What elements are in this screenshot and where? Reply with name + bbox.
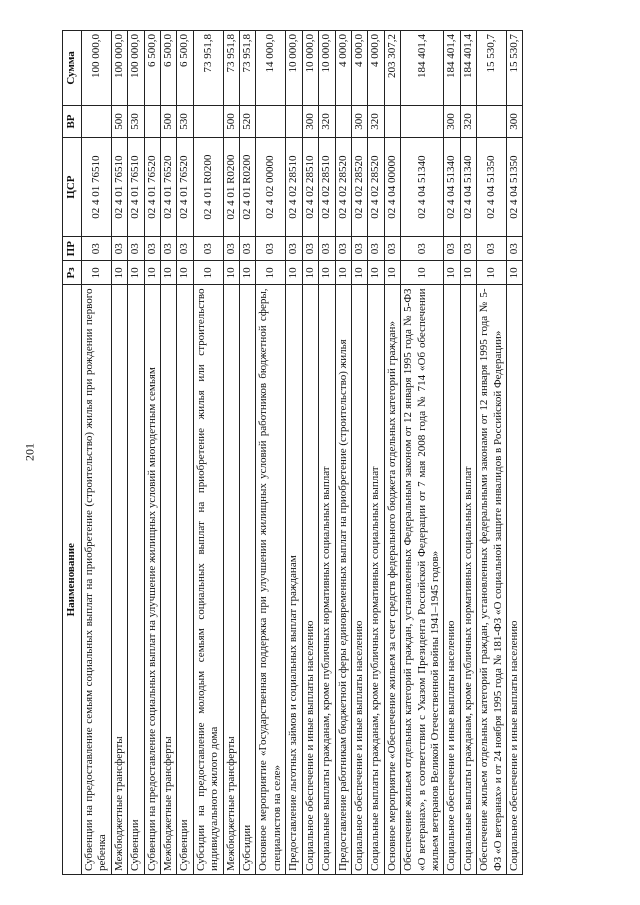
table-row — [444, 31, 460, 875]
row-pr: 03 — [193, 237, 223, 261]
table-row — [319, 31, 335, 875]
row-sum: 100 000,0 — [111, 31, 127, 106]
table-row — [128, 31, 144, 875]
row-vr: 500 — [223, 105, 239, 137]
row-pr: 03 — [128, 237, 144, 261]
row-pr: 03 — [256, 237, 286, 261]
row-rz: 10 — [177, 261, 193, 285]
row-sum: 4 000,0 — [351, 31, 367, 106]
row-sum: 73 951,8 — [193, 31, 223, 106]
row-sum: 73 951,8 — [223, 31, 239, 106]
row-rz: 10 — [128, 261, 144, 285]
row-vr: 320 — [460, 105, 476, 137]
row-pr: 03 — [401, 237, 444, 261]
row-csr: 02 4 04 51340 — [401, 138, 444, 237]
header-name: Наименование — [63, 285, 82, 875]
row-vr — [384, 105, 400, 137]
row-vr — [477, 105, 507, 137]
row-sum: 10 000,0 — [302, 31, 318, 106]
row-csr: 02 4 04 00000 — [384, 138, 400, 237]
row-rz: 10 — [286, 261, 302, 285]
row-name: Межбюджетные трансферты — [223, 285, 239, 875]
header-rz: Рз — [63, 261, 82, 285]
row-csr: 02 4 02 28520 — [351, 138, 367, 237]
row-rz: 10 — [477, 261, 507, 285]
row-pr: 03 — [384, 237, 400, 261]
row-csr: 02 4 01 76520 — [144, 138, 160, 237]
table-row — [506, 31, 522, 875]
row-sum: 6 500,0 — [161, 31, 177, 106]
row-sum: 203 307,2 — [384, 31, 400, 106]
row-rz: 10 — [161, 261, 177, 285]
row-name: Социальное обеспечение и иные выплаты населению — [351, 285, 367, 875]
row-pr: 03 — [506, 237, 522, 261]
row-name: Субвенции — [177, 285, 193, 875]
row-rz: 10 — [256, 261, 286, 285]
row-name: Социальное обеспечение и иные выплаты населению — [506, 285, 522, 875]
table-row — [477, 31, 507, 875]
row-name: Основное мероприятие «Государственная поддержка при улучшении жилищных условий работников бюджетной сферы, специалистов на селе» — [256, 285, 286, 875]
row-sum: 14 000,0 — [256, 31, 286, 106]
row-pr: 03 — [82, 237, 112, 261]
page-number — [0, 0, 37, 905]
header-pr: ПР — [63, 237, 82, 261]
row-csr: 02 4 02 28510 — [319, 138, 335, 237]
row-csr: 02 4 01 76510 — [128, 138, 144, 237]
row-vr: 520 — [240, 105, 256, 137]
row-name: Предоставление работникам бюджетной сферы единовременных выплат на приобретение (строительство) жилья — [335, 285, 351, 875]
table-row — [161, 31, 177, 875]
row-name: Обеспечение жильем отдельных категорий граждан, установленных Федеральным законом от 12 января 1995 года № 5-ФЗ «О ветеранах», в соответствии с Указом Президента Российской Федерации от 7 мая 2008 года № 714 «Об обеспечении жильем ветеранов Великой Отечественной войны 1941–1945 годов» — [401, 285, 444, 875]
budget-table — [62, 30, 523, 875]
table-body — [82, 31, 523, 875]
row-vr: 530 — [128, 105, 144, 137]
row-sum: 10 000,0 — [286, 31, 302, 106]
row-vr — [256, 105, 286, 137]
row-sum: 184 401,4 — [444, 31, 460, 106]
table-row — [82, 31, 112, 875]
row-vr: 300 — [506, 105, 522, 137]
row-pr: 03 — [286, 237, 302, 261]
row-pr: 03 — [444, 237, 460, 261]
row-vr: 300 — [302, 105, 318, 137]
row-csr: 02 4 01 76520 — [177, 138, 193, 237]
row-name: Предоставление льготных займов и социальных выплат гражданам — [286, 285, 302, 875]
row-pr: 03 — [351, 237, 367, 261]
row-csr: 02 4 01 R0200 — [223, 138, 239, 237]
row-sum: 6 500,0 — [144, 31, 160, 106]
row-rz: 10 — [223, 261, 239, 285]
row-vr: 320 — [319, 105, 335, 137]
table-row — [256, 31, 286, 875]
table-row — [384, 31, 400, 875]
row-csr: 02 4 02 00000 — [256, 138, 286, 237]
row-sum: 100 000,0 — [128, 31, 144, 106]
row-vr: 500 — [111, 105, 127, 137]
row-vr — [144, 105, 160, 137]
table-row — [401, 31, 444, 875]
row-name: Межбюджетные трансферты — [111, 285, 127, 875]
row-pr: 03 — [302, 237, 318, 261]
row-vr — [82, 105, 112, 137]
budget-table-page — [62, 30, 628, 875]
table-header-row — [63, 31, 82, 875]
row-pr: 03 — [477, 237, 507, 261]
row-vr: 500 — [161, 105, 177, 137]
row-rz: 10 — [460, 261, 476, 285]
row-rz: 10 — [144, 261, 160, 285]
row-rz: 10 — [111, 261, 127, 285]
row-csr: 02 4 02 28510 — [286, 138, 302, 237]
row-sum: 184 401,4 — [460, 31, 476, 106]
row-pr: 03 — [177, 237, 193, 261]
row-rz: 10 — [193, 261, 223, 285]
row-csr: 02 4 02 28510 — [302, 138, 318, 237]
row-rz: 10 — [368, 261, 384, 285]
row-vr: 300 — [444, 105, 460, 137]
row-vr: 320 — [368, 105, 384, 137]
row-name: Субвенции — [128, 285, 144, 875]
row-csr: 02 4 01 76510 — [82, 138, 112, 237]
table-row — [240, 31, 256, 875]
row-rz: 10 — [401, 261, 444, 285]
row-rz: 10 — [302, 261, 318, 285]
table-row — [335, 31, 351, 875]
row-rz: 10 — [384, 261, 400, 285]
row-rz: 10 — [506, 261, 522, 285]
row-name: Субсидии — [240, 285, 256, 875]
row-rz: 10 — [351, 261, 367, 285]
row-sum: 15 530,7 — [506, 31, 522, 106]
row-vr: 300 — [351, 105, 367, 137]
row-sum: 10 000,0 — [319, 31, 335, 106]
row-name: Социальные выплаты гражданам, кроме публичных нормативных социальных выплат — [319, 285, 335, 875]
row-csr: 02 4 01 76520 — [161, 138, 177, 237]
row-sum: 6 500,0 — [177, 31, 193, 106]
row-csr: 02 4 04 51340 — [460, 138, 476, 237]
table-row — [351, 31, 367, 875]
row-name: Социальные выплаты гражданам, кроме публичных нормативных социальных выплат — [460, 285, 476, 875]
row-csr: 02 4 04 51350 — [506, 138, 522, 237]
row-name: Субвенции на предоставление социальных выплат на улучшение жилищных условий многодетным семьям — [144, 285, 160, 875]
row-csr: 02 4 01 R0200 — [240, 138, 256, 237]
page-number-text: 201 — [22, 443, 37, 461]
table-row — [302, 31, 318, 875]
row-rz: 10 — [444, 261, 460, 285]
row-rz: 10 — [335, 261, 351, 285]
row-pr: 03 — [335, 237, 351, 261]
row-name: Обеспечение жильем отдельных категорий граждан, установленных федеральными законами от 12 января 1995 года № 5-ФЗ «О ветеранах» и от 24 ноября 1995 года № 181-ФЗ «О социальной защите инвалидов в Российской Федерации» — [477, 285, 507, 875]
row-pr: 03 — [240, 237, 256, 261]
row-pr: 03 — [111, 237, 127, 261]
row-pr: 03 — [144, 237, 160, 261]
row-vr — [286, 105, 302, 137]
table-row — [144, 31, 160, 875]
row-sum: 184 401,4 — [401, 31, 444, 106]
row-name: Социальные выплаты гражданам, кроме публичных нормативных социальных выплат — [368, 285, 384, 875]
row-name: Субвенции на предоставление семьям социальных выплат на приобретение (строительство) жилья при рождении первого ребенка — [82, 285, 112, 875]
row-vr — [401, 105, 444, 137]
row-name: Межбюджетные трансферты — [161, 285, 177, 875]
row-sum: 4 000,0 — [335, 31, 351, 106]
row-csr: 02 4 02 28520 — [335, 138, 351, 237]
row-sum: 15 530,7 — [477, 31, 507, 106]
row-sum: 4 000,0 — [368, 31, 384, 106]
row-name: Субсидии на предоставление молодым семьям социальных выплат на приобретение жилья или строительство индивидуального жилого дома — [193, 285, 223, 875]
table-row — [286, 31, 302, 875]
row-name: Социальное обеспечение и иные выплаты населению — [444, 285, 460, 875]
row-pr: 03 — [368, 237, 384, 261]
header-sum: Сумма — [63, 31, 82, 106]
table-row — [193, 31, 223, 875]
header-csr: ЦСР — [63, 138, 82, 237]
header-vr: ВР — [63, 105, 82, 137]
row-csr: 02 4 01 76510 — [111, 138, 127, 237]
table-row — [368, 31, 384, 875]
row-csr: 02 4 01 R0200 — [193, 138, 223, 237]
table-row — [223, 31, 239, 875]
row-rz: 10 — [319, 261, 335, 285]
row-sum: 100 000,0 — [82, 31, 112, 106]
row-vr — [335, 105, 351, 137]
row-rz: 10 — [240, 261, 256, 285]
row-csr: 02 4 04 51340 — [444, 138, 460, 237]
row-sum: 73 951,8 — [240, 31, 256, 106]
row-rz: 10 — [82, 261, 112, 285]
row-csr: 02 4 02 28520 — [368, 138, 384, 237]
row-pr: 03 — [161, 237, 177, 261]
table-row — [111, 31, 127, 875]
row-csr: 02 4 04 51350 — [477, 138, 507, 237]
row-name: Социальное обеспечение и иные выплаты населению — [302, 285, 318, 875]
row-pr: 03 — [223, 237, 239, 261]
row-pr: 03 — [460, 237, 476, 261]
table-row — [460, 31, 476, 875]
row-pr: 03 — [319, 237, 335, 261]
row-vr — [193, 105, 223, 137]
table-row — [177, 31, 193, 875]
row-vr: 530 — [177, 105, 193, 137]
row-name: Основное мероприятие «Обеспечение жильем за счет средств федерального бюджета отдельных категорий граждан» — [384, 285, 400, 875]
